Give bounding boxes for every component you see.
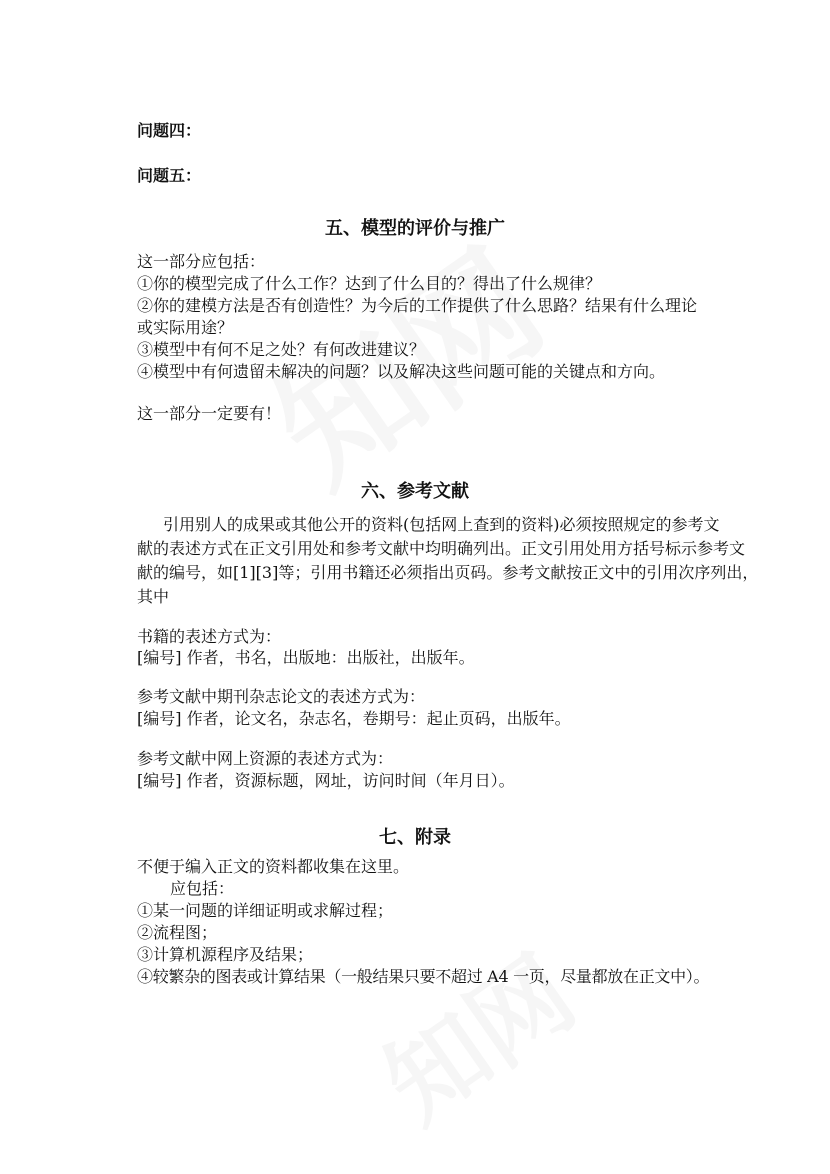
question-5-label: 问题五：: [137, 166, 202, 185]
web-label: 参考文献中网上资源的表述方式为：: [137, 749, 394, 768]
book-format: [编号] 作者，书名，出版地：出版社，出版年。: [137, 648, 475, 667]
section-7-heading: 七、附录: [379, 827, 451, 848]
book-label: 书籍的表述方式为：: [137, 627, 282, 646]
s5-line: ④模型中有何遗留未解决的问题？以及解决这些问题可能的关键点和方向。: [137, 362, 666, 381]
s5-line: 这一部分应包括：: [137, 252, 266, 271]
journal-label: 参考文献中期刊杂志论文的表述方式为：: [137, 687, 426, 706]
s7-intro: 不便于编入正文的资料都收集在这里。: [137, 857, 410, 876]
s5-note: 这一部分一定要有！: [137, 404, 282, 423]
web-format: [编号] 作者，资源标题，网址，访问时间（年月日）。: [137, 771, 515, 790]
section-6-heading: 六、参考文献: [361, 481, 469, 502]
s5-line: ③模型中有何不足之处？有何改进建议？: [137, 340, 426, 359]
s6-para-line: 献的编号，如[1][3]等；引用书籍还必须指出页码。参考文献按正文中的引用次序列出，: [137, 563, 759, 582]
s7-include: 应包括：: [170, 879, 235, 898]
s7-item: ②流程图；: [137, 923, 218, 942]
s6-para-line: 其中: [137, 587, 170, 606]
s5-line: ①你的模型完成了什么工作？达到了什么目的？得出了什么规律？: [137, 274, 602, 293]
s6-para-line: 引用别人的成果或其他公开的资料(包括网上查到的资料)必须按照规定的参考文: [163, 515, 720, 534]
s5-line: ②你的建模方法是否有创造性？为今后的工作提供了什么思路？结果有什么理论: [137, 296, 698, 315]
s7-item: ①某一问题的详细证明或求解过程；: [137, 901, 394, 920]
s7-item: ④较繁杂的图表或计算结果（一般结果只要不超过 A4 一页，尽量都放在正文中）。: [137, 967, 710, 986]
section-5-heading: 五、模型的评价与推广: [325, 218, 505, 239]
journal-format: [编号] 作者，论文名，杂志名，卷期号：起止页码，出版年。: [137, 709, 571, 728]
s6-para-line: 献的表述方式在正文引用处和参考文献中均明确列出。正文引用处用方括号标示参考文: [137, 539, 746, 558]
question-4-label: 问题四：: [137, 121, 202, 140]
s5-line: 或实际用途？: [137, 318, 234, 337]
s7-item: ③计算机源程序及结果；: [137, 945, 314, 964]
